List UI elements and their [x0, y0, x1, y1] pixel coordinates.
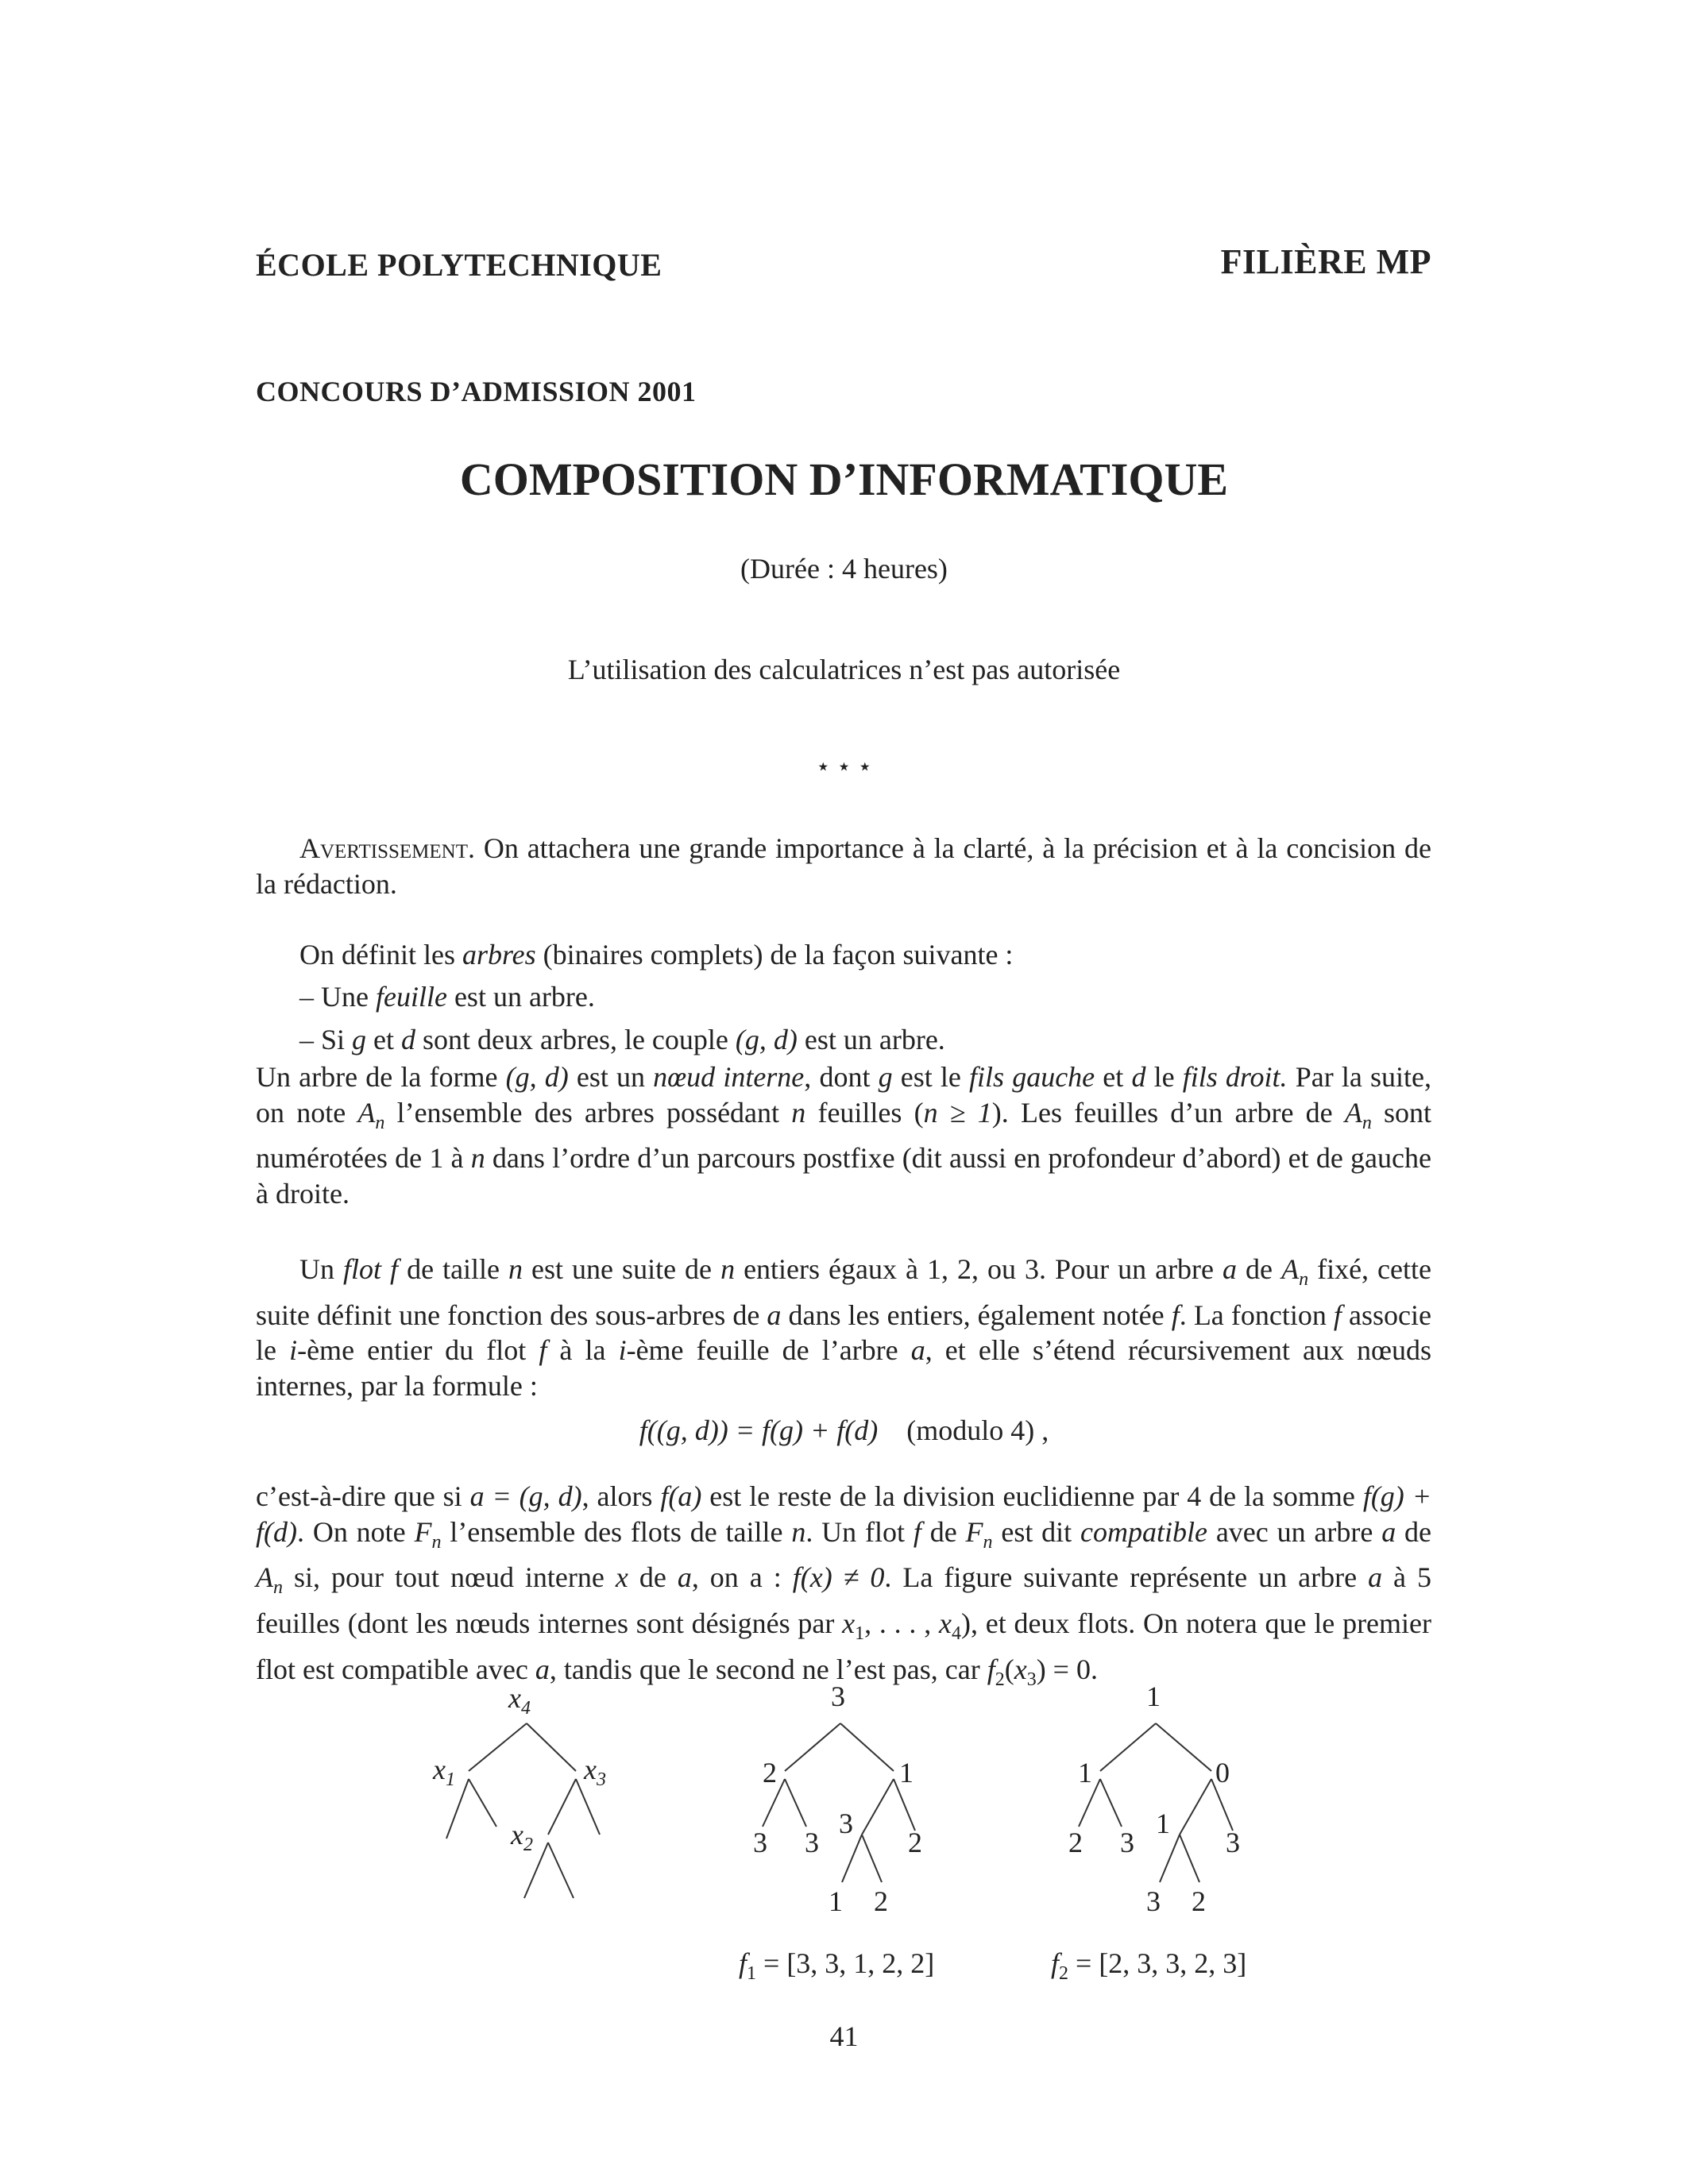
- caption-f2: $f_2 = [2$, 3, 3, 2, 3]: [1051, 1947, 1247, 1984]
- duration: (Durée : 4 heures): [740, 553, 948, 585]
- f2-inner: 1: [1156, 1808, 1170, 1839]
- f2-leaf-1: 2: [1068, 1827, 1083, 1858]
- label-x4: x: [508, 1682, 521, 1714]
- f2-leaf-5: 3: [1226, 1827, 1240, 1858]
- f1-leaf-2: 3: [805, 1827, 819, 1858]
- definition-item-pair: – Si g et d sont deux arbres, le couple (g, d) est un arbre.: [299, 1024, 945, 1055]
- f2-root: 1: [1146, 1680, 1161, 1712]
- f2-leaf-4: 2: [1192, 1885, 1206, 1917]
- f1-inner: 3: [839, 1808, 853, 1839]
- f1-right: 1: [899, 1757, 914, 1788]
- f1-leaf-1: 3: [753, 1827, 767, 1858]
- f2-leaf-2: 3: [1120, 1827, 1134, 1858]
- f2-right: 0: [1215, 1757, 1230, 1788]
- f2-left: 1: [1078, 1757, 1092, 1788]
- tree-figure: [0, 1668, 1688, 2001]
- page-number: 41: [829, 2020, 859, 2052]
- label-x3: x: [584, 1754, 597, 1785]
- svg-text:x2: $x_2$: [511, 1819, 533, 1855]
- tree-structure: [432, 1682, 606, 1898]
- paragraph-internal-node: Un arbre de la forme (g, d) est un nœud interne, dont g est le fils gauche et d le fils droit. Par la suite, on note $A_n$ l’ensemble des arbres possédant n feuilles (n ≥ 1). Les feuilles d’un arbre de $A_n$ sont numérotées de 1 à n dans l’ordre d’un parcours postfixe (dit aussi en profondeur d’abord) et de gauche à droite.: [256, 1061, 1432, 1210]
- flow-f2-tree: [1068, 1680, 1240, 1917]
- definition-item-leaf: – Une feuille est un arbre.: [299, 981, 595, 1013]
- caption-f1: $f_1 = [3$, 3, 1, 2, 2]: [739, 1947, 935, 1984]
- f2-leaf-3: 3: [1146, 1885, 1161, 1917]
- page-title: COMPOSITION D’INFORMATIQUE: [459, 453, 1229, 505]
- f1-left: 2: [763, 1757, 777, 1788]
- svg-text:x4: $x_4$: [508, 1682, 531, 1719]
- recursive-formula: f((g, d)) = f(g) + f(d) (modulo 4) ,: [639, 1414, 1049, 1446]
- f1-leaf-4: 2: [874, 1885, 888, 1917]
- warning-paragraph: Avertissement. On attachera une grande importance à la clarté, à la précision et à la concision de la rédaction.: [256, 832, 1431, 900]
- warning-label: Avertissement.: [299, 832, 475, 864]
- flow-f1-tree: [753, 1680, 922, 1917]
- label-x2: x: [511, 1819, 523, 1850]
- track-name: FILIÈRE MP: [1220, 242, 1431, 281]
- paragraph-flow-definition: Un flot f de taille n est une suite de n entiers égaux à 1, 2, ou 3. Pour un arbre a de $A_n$ fixé, cette suite définit une fonction des sous-arbres de a dans les entiers, également notée f. La fonction f associe le i-ème entier du flot f à la i-ème feuille de l’arbre a, et elle s’étend récursivement aux nœuds internes, par la formule :: [256, 1253, 1432, 1402]
- school-name: ÉCOLE POLYTECHNIQUE: [256, 247, 662, 283]
- f1-root: 3: [831, 1680, 845, 1712]
- f1-leaf-3: 1: [829, 1885, 843, 1917]
- calculator-notice: L’utilisation des calculatrices n’est pas autorisée: [567, 654, 1121, 685]
- contest-title: CONCOURS D’ADMISSION 2001: [256, 376, 697, 407]
- definition-intro: On définit les arbres (binaires complets) de la façon suivante :: [299, 939, 1014, 970]
- label-x1: x: [433, 1754, 446, 1785]
- stars-separator: ⋆ ⋆ ⋆: [815, 754, 873, 780]
- paragraph-compatibility: c’est-à-dire que si a = (g, d), alors f(a) est le reste de la division euclidienne par 4 de la somme f(g) + f(d). On note $F_n$ l’ensemble des flots de taille n. Un flot f de $F_n$ est dit compatible avec un arbre a de $A_n$ si, pour tout nœud interne x de a, on a : f(x) ≠ 0. La figure suivante représente un arbre a à 5 feuilles (dont les nœuds internes sont désignés par $x_1$, . . . , $x_4$), et deux flots. On notera que le premier flot est compatible avec a, tandis que le second ne l’est pas, car $f_2(x_3) = 0$.: [256, 1480, 1432, 1690]
- svg-text:x1: $x_1$: [433, 1754, 455, 1790]
- svg-text:x3: $x_3$: [584, 1754, 606, 1790]
- f1-leaf-5: 2: [908, 1827, 922, 1858]
